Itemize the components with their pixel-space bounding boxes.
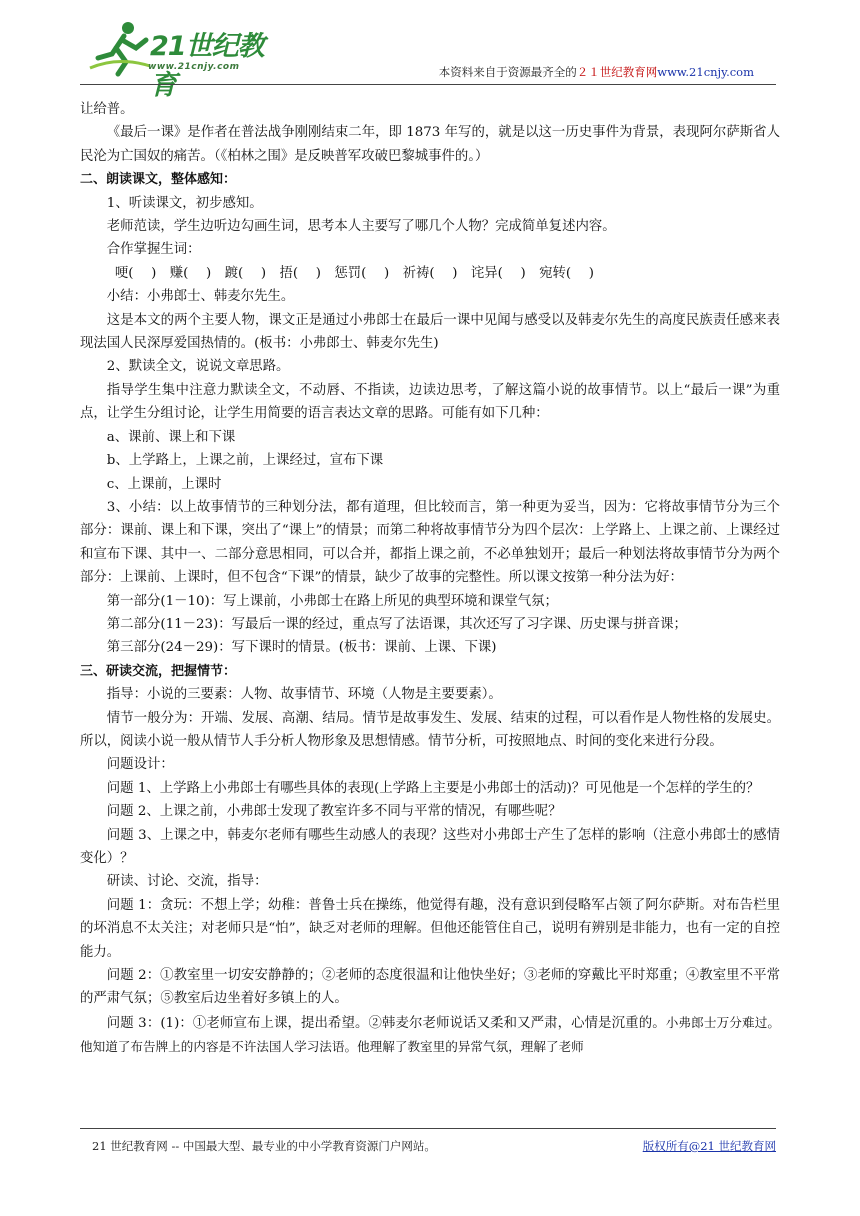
paragraph: 指导：小说的三要素：人物、故事情节、环境（人物是主要要素）。 bbox=[106, 687, 502, 703]
document-body bbox=[80, 98, 780, 1060]
logo-text: 21世纪教育 bbox=[150, 31, 264, 101]
paragraph: 问题设计： bbox=[106, 757, 174, 773]
paragraph: 1、听读课文，初步感知。 bbox=[106, 195, 263, 211]
paragraph: 第二部分(11－23)：写最后一课的经过，重点写了法语课，其次还写了习字课、历史课与拼音课； bbox=[106, 616, 687, 632]
paragraph: 问题 1、上学路上小弗郎士有哪些具体的表现(上学路上主要是小弗郎士的活动)？可见他是一个怎样的学生的？ bbox=[106, 780, 760, 796]
page-header bbox=[0, 0, 860, 101]
paragraph-text: 问题 3：(1)：①老师宣布上课，提出希望。②韩麦尔老师说话又柔和又严肃，心情是沉重的。 bbox=[106, 1015, 666, 1031]
vocabulary-list: 哽( ) 赚( ) 踱( ) 捂( ) 惩罚( ) 祈祷( ) 诧异( ) 宛转( ) bbox=[114, 265, 595, 281]
paragraph: 第三部分(24－29)：写下课时的情景。(板书：课前、上课、下课) bbox=[106, 640, 497, 656]
list-item: c、上课前，上课时 bbox=[106, 476, 222, 492]
paragraph: 让给普。 bbox=[80, 102, 134, 117]
paragraph: 小结：小弗郎士、韩麦尔先生。 bbox=[106, 289, 295, 305]
paragraph: 指导学生集中注意力默读全文，不动唇、不指读，边读边思考，了解这篇小说的故事情节。以上“最后一课”为重点，让学生分组讨论，让学生用简要的语言表达文章的思路。可能有如下几种： bbox=[80, 382, 780, 422]
paragraph: 《最后一课》是作者在普法战争刚刚结束二年，即 1873 年写的，就是以这一历史事件为背景，表现阿尔萨斯省人民沦为亡国奴的痛苦。（《柏林之围》是反映普军攻破巴黎城事件的。） bbox=[80, 125, 780, 164]
paragraph: 这是本文的两个主要人物，课文正是通过小弗郎士在最后一课中见闻与感受以及韩麦尔先生的高度民族责任感来表现法国人民深厚爱国热情的。(板书：小弗郎士、韩麦尔先生) bbox=[80, 312, 780, 352]
paragraph: 问题 3、上课之中，韩麦尔老师有哪些生动感人的表现？这些对小弗郎士产生了怎样的影响（注意小弗郎士的感情变化）？ bbox=[80, 827, 780, 866]
section-heading: 二、朗读课文，整体感知： bbox=[80, 172, 237, 188]
list-item: a、课前、课上和下课 bbox=[106, 429, 236, 445]
paragraph bbox=[80, 1011, 780, 1060]
footer-divider bbox=[80, 1128, 776, 1129]
paragraph: 情节一般分为：开端、发展、高潮、结局。情节是故事发生、发展、结束的过程，可以看作是人物性格的发展史。所以，阅读小说一般从情节人手分析人物形象及思想情感。情节分析，可按照地点、时间的变化来进行分段。 bbox=[80, 710, 780, 749]
paragraph: 第一部分(1－10)：写上课前，小弗郎士在路上所见的典型环境和课堂气氛； bbox=[106, 593, 558, 609]
header-note-prefix: 本资料来自于资源最齐全的 bbox=[438, 65, 577, 79]
header-note bbox=[439, 64, 754, 80]
paragraph: 2、默读全文，说说文章思路。 bbox=[106, 359, 290, 375]
footer-copyright-link[interactable]: 版权所有@21 世纪教育网 bbox=[642, 1139, 776, 1153]
paragraph: 问题 1：贪玩：不想上学；幼稚：普鲁士兵在操练，他觉得有趣，没有意识到侵略军占领了阿尔萨斯。对布告栏里的坏消息不太关注；对老师只是“怕”，缺乏对老师的理解。但他还能管住自己，说明有辨别是非能力，也有一定的自控能力。 bbox=[80, 897, 780, 960]
paragraph: 问题 2、上课之前，小弗郎士发现了教室许多不同与平常的情况，有哪些呢？ bbox=[106, 804, 562, 820]
header-divider bbox=[80, 84, 776, 85]
paragraph: 老师范读，学生边听边勾画生词，思考本人主要写了哪几个人物？完成简单复述内容。 bbox=[106, 219, 616, 235]
paragraph: 问题 2：①教室里一切安安静静的；②老师的态度很温和让他快坐好；③老师的穿戴比平时郑重；④教室里不平常的严肃气氛；⑤教室后边坐着好多镇上的人。 bbox=[80, 968, 780, 1007]
footer-text: 21 世纪教育网 -- 中国最大型、最专业的中小学教育资源门户网站。 bbox=[92, 1139, 436, 1153]
paragraph: 3、小结：以上故事情节的三种划分法，都有道理，但比较而言，第一种更为妥当，因为：它将故事情节分为三个部分：课前、课上和下课，突出了“课上”的情景；而第二种将故事情节分为四个层次：上学路上、上课之前、上课经过和宣布下课、其中一、二部分意思相同，可以合并，都指上课之前，不必单独划开；最后一种划法将故事情节分为两个部分：上课前、上课时，但不包含“下课”的情景，缺少了故事的完整性。所以课文按第一种分法为好： bbox=[80, 499, 780, 586]
paragraph: 合作掌握生词： bbox=[106, 242, 201, 258]
paragraph: 研读、讨论、交流，指导： bbox=[106, 874, 268, 890]
list-item: b、上学路上，上课之前，上课经过，宣布下课 bbox=[106, 453, 384, 469]
header-note-site[interactable]: ２１世纪教育网 bbox=[576, 65, 658, 79]
site-logo[interactable] bbox=[88, 18, 288, 101]
logo-url: www.21cnjy.com bbox=[148, 62, 240, 72]
paragraph-text-handwritten-font: 小弗郎士万分难过。他知道了布告牌上的内容是不许法国人学习法语。他理解了教室里的异常气氛，理解了老师 bbox=[80, 1014, 781, 1055]
section-heading: 三、研读交流，把握情节： bbox=[80, 663, 237, 679]
header-note-url[interactable]: www.21cnjy.com bbox=[657, 65, 754, 79]
